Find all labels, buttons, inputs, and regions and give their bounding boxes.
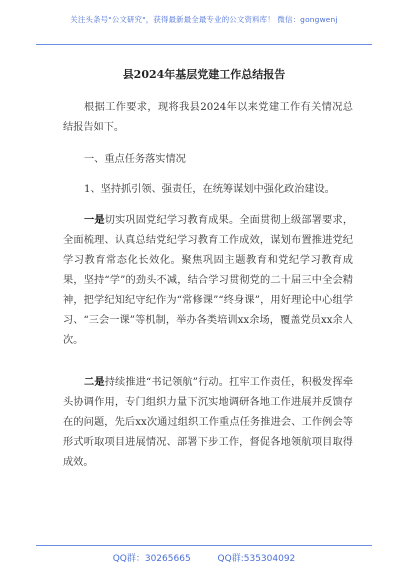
paragraph-1-text: 切实巩固党纪学习教育成果。全面贯彻上级部署要求，全面梳理、认真总结党纪学习教育工作成效，谋划布置推进党纪学习教育常态化长效化。聚焦巩固主题教育和党纪学习教育成果，坚持“学”的劲头不减，结合学习贯彻党的二十届三中全会精神，把学纪知纪守纪作为“常修课”“终身课”，用好理论中心组学习、“三会一课”等机制，举办各类培训xx余场，覆盖党员xx余人次。 — [63, 215, 354, 346]
header-note: 关注头条号"公文研究"，获得最新最全最专业的公文资料库！ 微信：gongwenj — [70, 15, 338, 24]
footer-divider — [36, 545, 372, 546]
paragraph-2-lead: 二是 — [84, 376, 105, 388]
paragraph-2-text: 持续推进“书记领航”行动。扛牢工作责任，积极发挥牵头协调作用，专门组织力量下沉实地调研各地工作进展并反馈存在的问题，先后xx次通过组织工作重点任务推进会、工作例会等形式听取项目进展情况、部署下步工作，督促各地领航项目取得成效。 — [63, 377, 354, 468]
document-title: 县2024年基层党建工作总结报告 — [122, 68, 286, 81]
paragraph-1-lead: 一是 — [84, 214, 105, 226]
paragraph-1 — [63, 210, 353, 351]
subsection-heading: 1、坚持抓引领、强责任，在统筹谋划中强化政治建设。 — [84, 184, 335, 195]
section-heading: 一、重点任务落实情况 — [84, 154, 186, 165]
footer — [0, 551, 408, 564]
paragraph-2 — [63, 372, 353, 473]
header-divider — [36, 44, 372, 45]
footer-qq-group-1: QQ群：30265665 — [112, 554, 191, 564]
intro-paragraph: 根据工作要求，现将我县2024年以来党建工作有关情况总结报告如下。 — [63, 102, 353, 133]
footer-qq-group-2: QQ群:535304092 — [217, 554, 296, 564]
